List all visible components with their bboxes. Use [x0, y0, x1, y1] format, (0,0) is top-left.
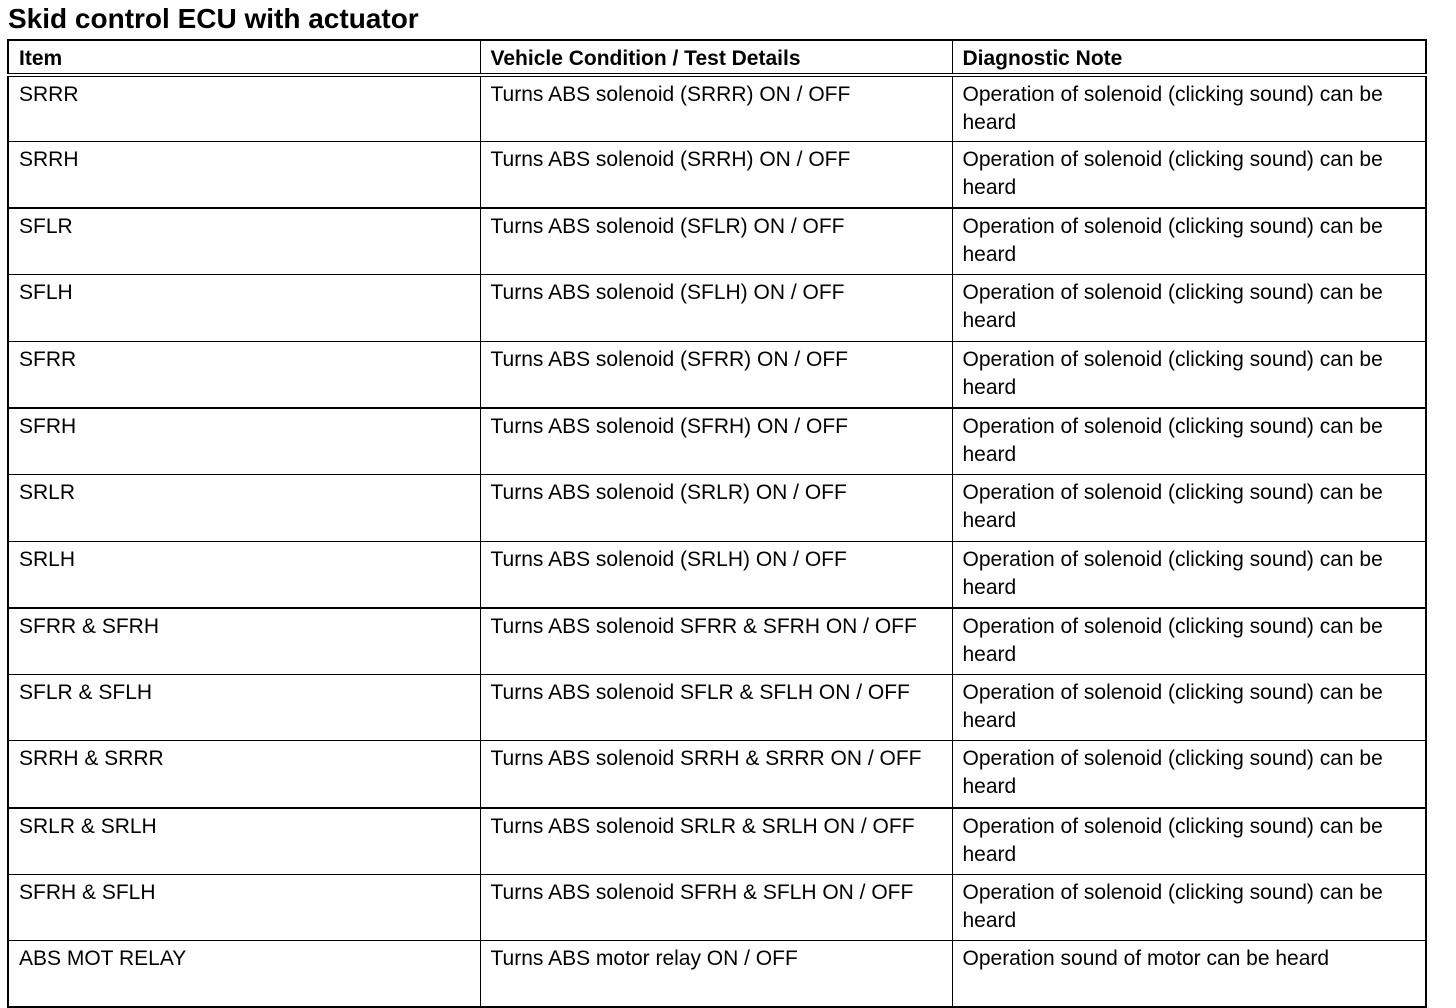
cell-item: SFLH [8, 275, 480, 342]
cell-test-details: Turns ABS solenoid SRRH & SRRR ON / OFF [480, 741, 952, 808]
cell-diagnostic-note: Operation sound of motor can be heard [952, 941, 1426, 1008]
cell-item: SRRH [8, 142, 480, 209]
cell-item: SRRH & SRRR [8, 741, 480, 808]
table-header-row [8, 40, 1426, 75]
cell-diagnostic-note: Operation of solenoid (clicking sound) can be heard [952, 475, 1426, 542]
cell-item: SFRH [8, 408, 480, 475]
cell-item: SFRR [8, 341, 480, 408]
cell-item: ABS MOT RELAY [8, 941, 480, 1008]
table-row [8, 408, 1426, 475]
cell-diagnostic-note: Operation of solenoid (clicking sound) can be heard [952, 608, 1426, 675]
active-test-table [7, 39, 1427, 1008]
table-row [8, 142, 1426, 209]
cell-item: SRLR [8, 475, 480, 542]
cell-test-details: Turns ABS solenoid SFLR & SFLH ON / OFF [480, 674, 952, 741]
cell-test-details: Turns ABS solenoid (SFRR) ON / OFF [480, 341, 952, 408]
cell-diagnostic-note: Operation of solenoid (clicking sound) can be heard [952, 874, 1426, 941]
cell-test-details: Turns ABS solenoid SFRH & SFLH ON / OFF [480, 874, 952, 941]
cell-test-details: Turns ABS motor relay ON / OFF [480, 941, 952, 1008]
table-row [8, 341, 1426, 408]
cell-diagnostic-note: Operation of solenoid (clicking sound) can be heard [952, 674, 1426, 741]
table-row [8, 608, 1426, 675]
table-row [8, 941, 1426, 1008]
cell-test-details: Turns ABS solenoid (SRRR) ON / OFF [480, 75, 952, 142]
cell-item: SFLR & SFLH [8, 674, 480, 741]
cell-test-details: Turns ABS solenoid (SFLH) ON / OFF [480, 275, 952, 342]
cell-item: SRLR & SRLH [8, 808, 480, 875]
column-header-diagnostic-note: Diagnostic Note [952, 40, 1426, 75]
cell-diagnostic-note: Operation of solenoid (clicking sound) can be heard [952, 341, 1426, 408]
cell-item: SFRH & SFLH [8, 874, 480, 941]
cell-diagnostic-note: Operation of solenoid (clicking sound) can be heard [952, 541, 1426, 608]
column-header-test-details: Vehicle Condition / Test Details [480, 40, 952, 75]
table-row [8, 808, 1426, 875]
cell-test-details: Turns ABS solenoid (SFRH) ON / OFF [480, 408, 952, 475]
table-row [8, 475, 1426, 542]
column-header-item: Item [8, 40, 480, 75]
cell-item: SFRR & SFRH [8, 608, 480, 675]
table-row [8, 208, 1426, 275]
table-row [8, 75, 1426, 142]
table-row [8, 674, 1426, 741]
cell-item: SRRR [8, 75, 480, 142]
table-row [8, 541, 1426, 608]
cell-diagnostic-note: Operation of solenoid (clicking sound) can be heard [952, 142, 1426, 209]
cell-diagnostic-note: Operation of solenoid (clicking sound) can be heard [952, 741, 1426, 808]
page-title: Skid control ECU with actuator [8, 3, 419, 34]
table-row [8, 275, 1426, 342]
cell-test-details: Turns ABS solenoid (SRLR) ON / OFF [480, 475, 952, 542]
table-row [8, 741, 1426, 808]
cell-item: SRLH [8, 541, 480, 608]
cell-diagnostic-note: Operation of solenoid (clicking sound) can be heard [952, 208, 1426, 275]
table-row [8, 874, 1426, 941]
cell-test-details: Turns ABS solenoid (SRRH) ON / OFF [480, 142, 952, 209]
cell-diagnostic-note: Operation of solenoid (clicking sound) can be heard [952, 75, 1426, 142]
cell-diagnostic-note: Operation of solenoid (clicking sound) can be heard [952, 408, 1426, 475]
cell-diagnostic-note: Operation of solenoid (clicking sound) can be heard [952, 808, 1426, 875]
cell-test-details: Turns ABS solenoid SFRR & SFRH ON / OFF [480, 608, 952, 675]
cell-test-details: Turns ABS solenoid (SRLH) ON / OFF [480, 541, 952, 608]
cell-test-details: Turns ABS solenoid SRLR & SRLH ON / OFF [480, 808, 952, 875]
cell-diagnostic-note: Operation of solenoid (clicking sound) can be heard [952, 275, 1426, 342]
cell-test-details: Turns ABS solenoid (SFLR) ON / OFF [480, 208, 952, 275]
cell-item: SFLR [8, 208, 480, 275]
